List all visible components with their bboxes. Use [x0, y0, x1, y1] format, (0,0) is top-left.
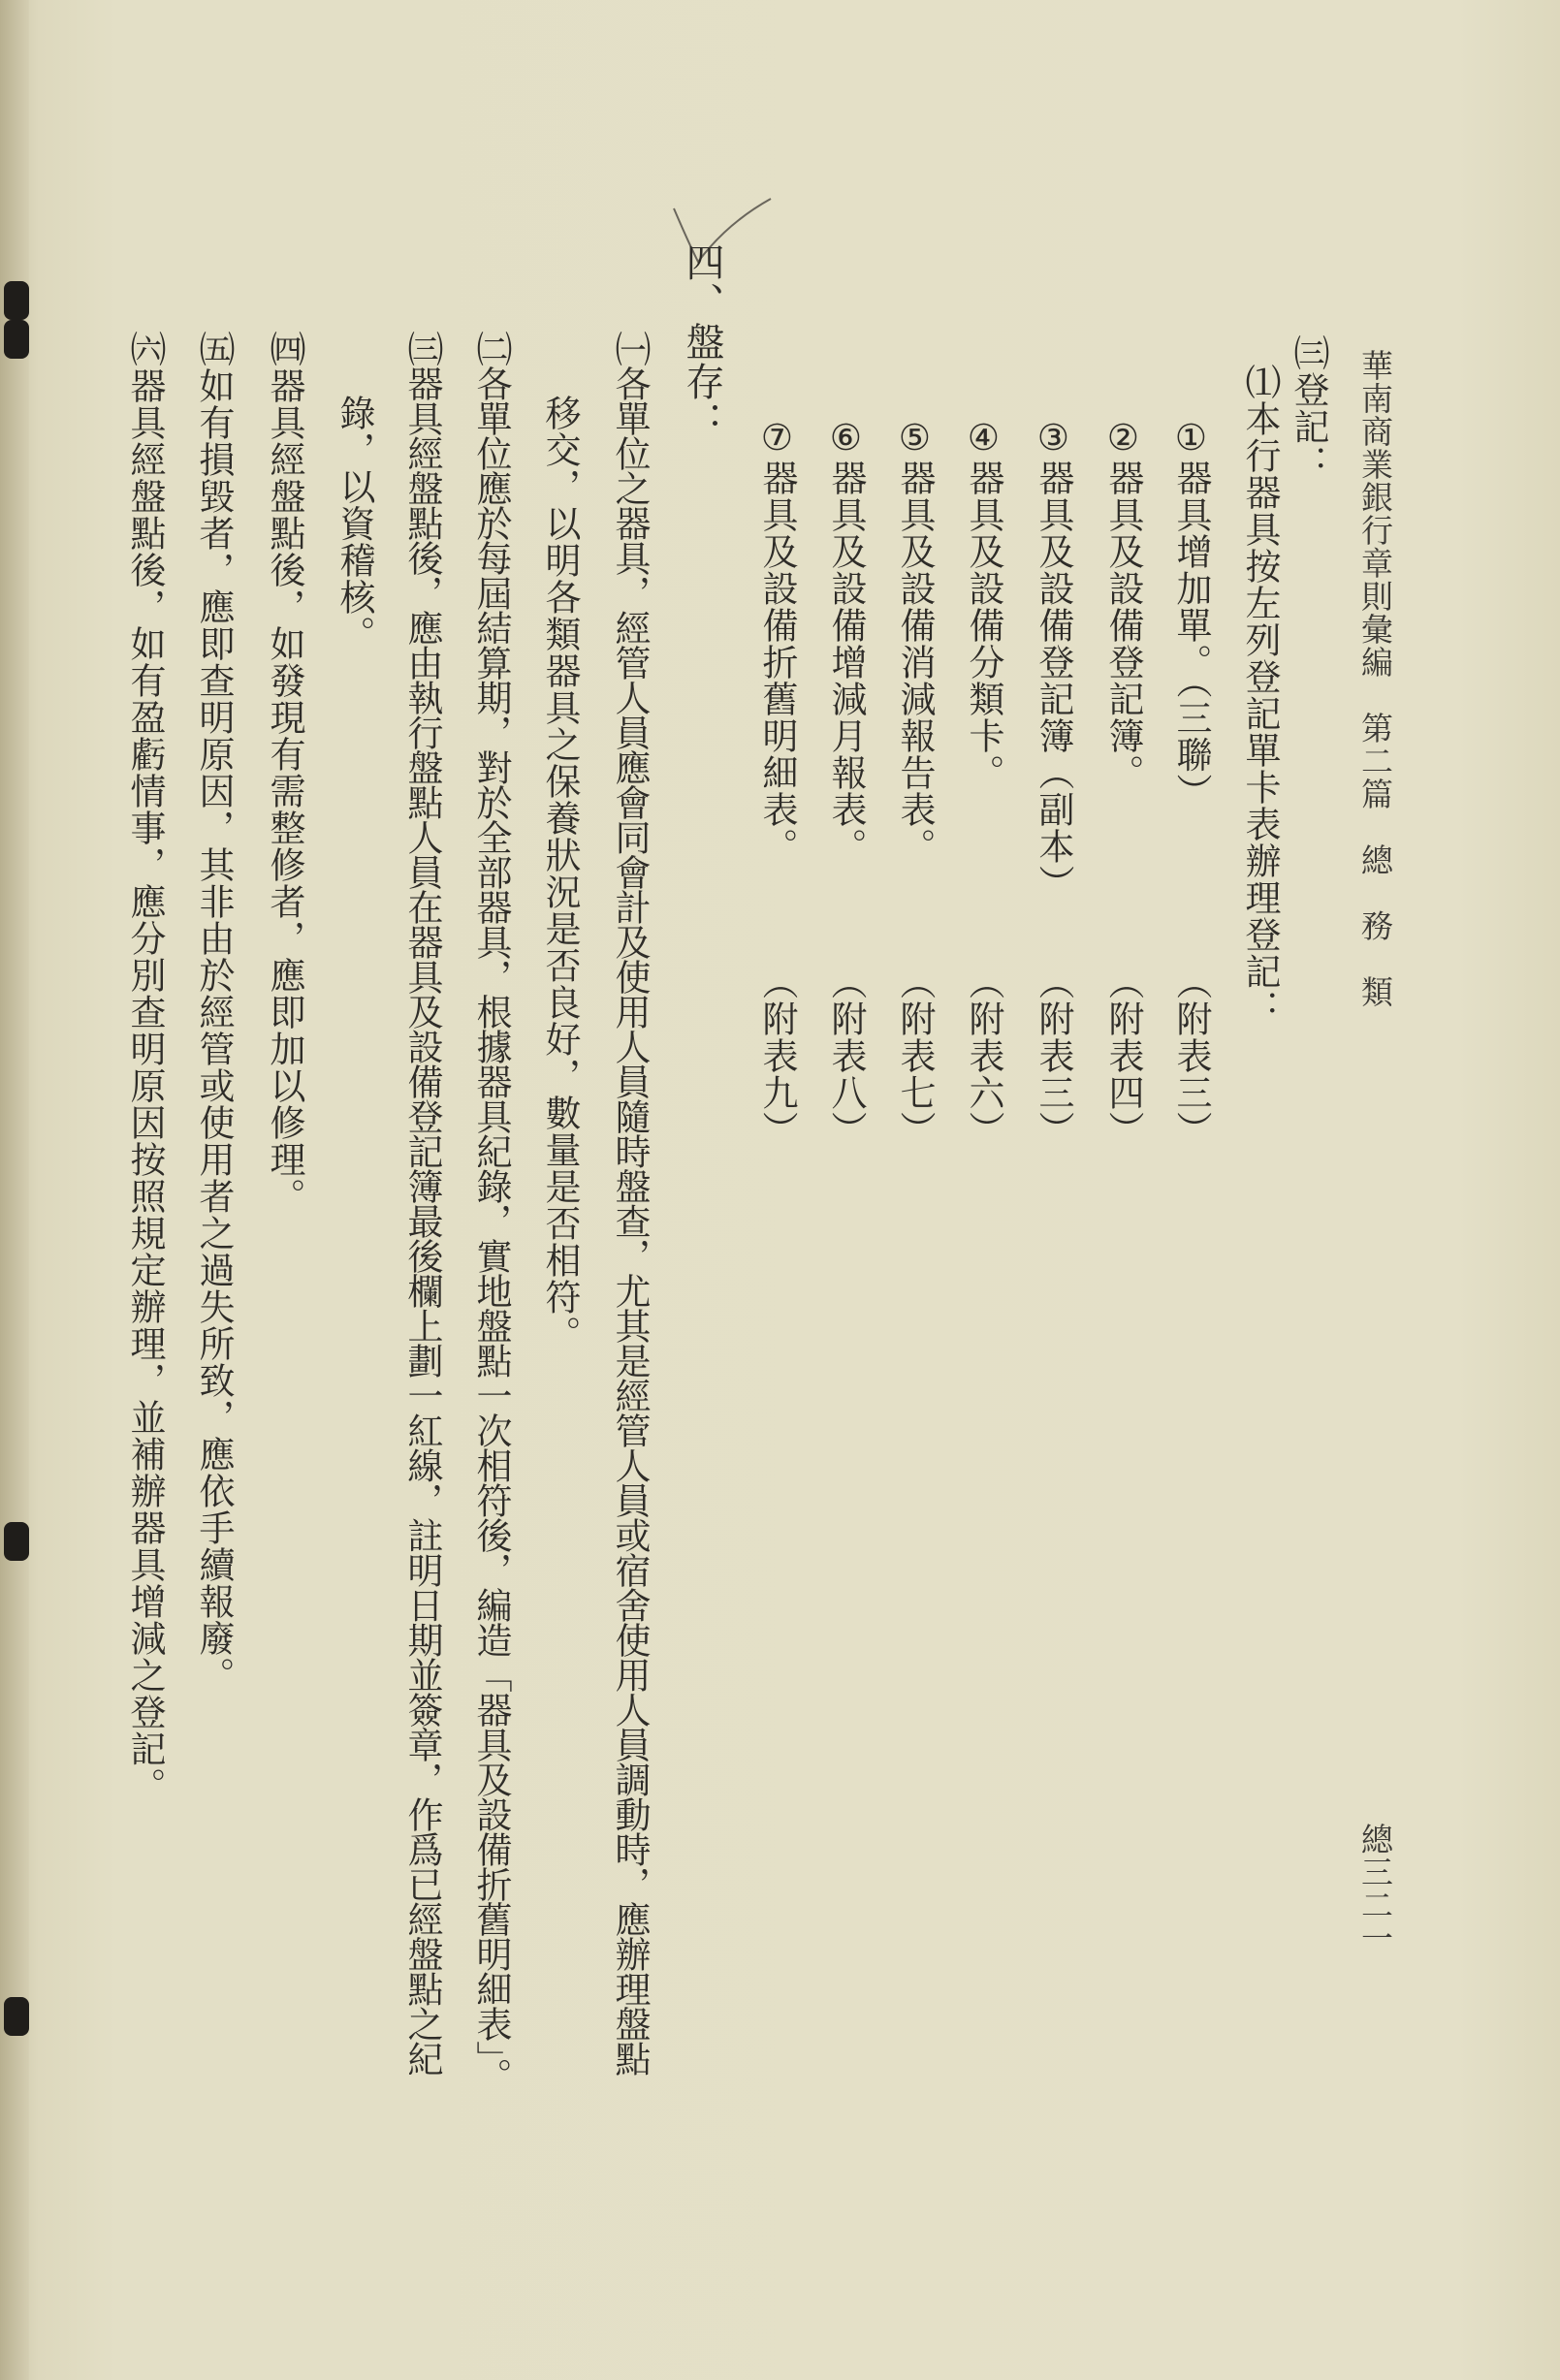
running-header: 華南商業銀行章則彙編 第二篇 總 務 類 — [1356, 349, 1394, 1008]
inventory-line: ㈢器具經盤點後，應由執行盤點人員在器具及設備登記簿最後欄上劃一紅線，註明日期並簽章，作爲已經盤點之紀 — [401, 331, 443, 2076]
registration-annex: （附表四） — [1102, 964, 1144, 1148]
section-heading-inventory: 四、盤存： — [680, 242, 724, 441]
binding-hole — [4, 281, 29, 320]
binding-hole — [4, 320, 29, 359]
page-number: 總三二一 — [1356, 1823, 1394, 1954]
binding-hole — [4, 1522, 29, 1561]
registration-annex: （附表八） — [825, 964, 867, 1148]
registration-annex: （附表七） — [894, 964, 936, 1148]
registration-intro: ⑴本行器具按左列登記單卡表辦理登記： — [1239, 364, 1281, 1027]
binding-hole — [4, 1997, 29, 2036]
inventory-line: 移交，以明各類器具之保養狀況是否良好，數量是否相符。 — [539, 395, 581, 1352]
registration-annex: （附表三） — [1033, 964, 1074, 1148]
inventory-line: ㈠各單位之器具，經管人員應會同會計及使用人員隨時盤查，尤其是經管人員或宿舍使用人員調動時，應辦理盤點 — [609, 331, 651, 2076]
page-binding-edge — [0, 0, 29, 2380]
registration-annex: （附表九） — [756, 964, 798, 1148]
registration-item: ②器具及設備登記簿。 — [1102, 417, 1144, 791]
inventory-line: 錄，以資稽核。 — [334, 395, 375, 652]
registration-item: ⑦器具及設備折舊明細表。 — [756, 417, 798, 865]
registration-item: ④器具及設備分類卡。 — [963, 417, 1004, 791]
inventory-line: ㈣器具經盤點後，如發現有需整修者，應即加以修理。 — [264, 331, 305, 1215]
inventory-line: ㈥器具經盤點後，如有盈虧情事，應分別查明原因按照規定辦理，並補辦器具增減之登記。 — [124, 331, 166, 1804]
registration-item: ⑤器具及設備消減報告表。 — [894, 417, 936, 865]
inventory-line: ㈤如有損毀者，應即查明原因，其非由於經管或使用者之過失所致，應依手續報廢。 — [193, 331, 235, 1694]
registration-item: ⑥器具及設備增減月報表。 — [825, 417, 867, 865]
registration-annex: （附表三） — [1170, 964, 1212, 1148]
registration-item: ③器具及設備登記簿（副本） — [1033, 417, 1074, 902]
registration-annex: （附表六） — [963, 964, 1004, 1148]
section-heading-registration: ㈢登記： — [1288, 334, 1329, 482]
registration-item: ①器具增加單。（三聯） — [1170, 417, 1212, 810]
inventory-line: ㈡各單位應於每屆結算期，對於全部器具，根據器具紀錄，實地盤點一次相符後，編造「器具及設備折舊明細表」。 — [470, 331, 512, 2093]
